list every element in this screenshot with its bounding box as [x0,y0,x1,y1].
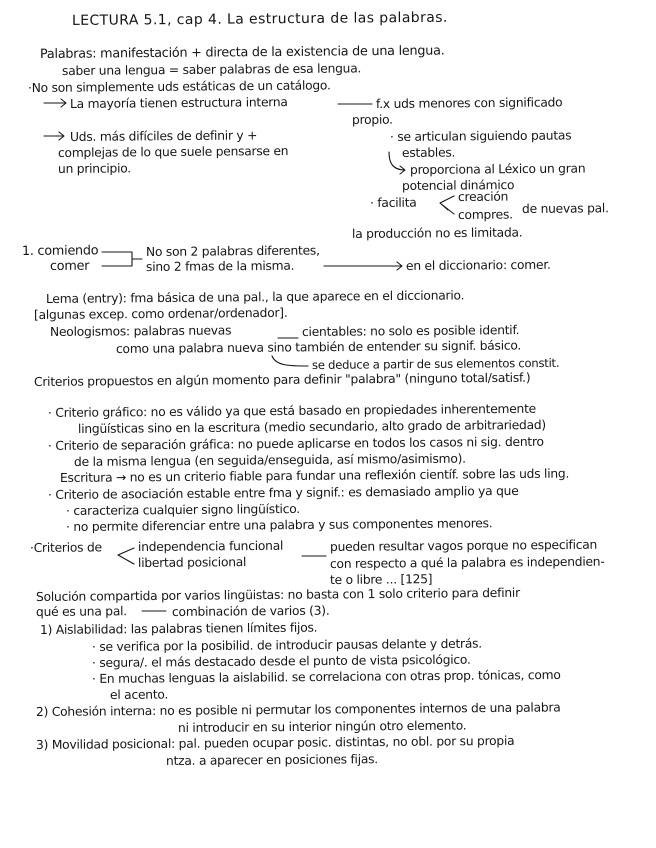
note-line: saber una lengua = saber palabras de esa lengua. [61,61,362,78]
note-line: proporciona al Léxico un gran [409,161,586,177]
note-line: ni introducir en su interior ningún otro elemento. [177,718,467,735]
note-line: f.x uds menores con significado [375,95,563,111]
note-line: qué es una pal. [35,604,127,619]
note-line: sino 2 fmas de la misma. [145,258,295,274]
note-line: 3) Movilidad posicional: pal. pueden ocupar posic. distintas, no obl. por su propia [35,733,515,752]
page-title: LECTURA 5.1, cap 4. La estructura de las palabras. [71,9,448,29]
note-line: un principio. [57,161,131,176]
note-line: Uds. más difíciles de definir y + [69,128,258,144]
note-line: ntza. a aparecer en posiciones fijas. [165,752,379,768]
note-line: se deduce a partir de sus elementos constit. [311,355,560,372]
note-line: · facilita [369,195,417,210]
note-line: [algunas excep. como ordenar/ordenador]. [33,305,288,322]
note-line: de la misma lengua (en seguida/enseguida, así mismo/asimismo). [73,451,466,469]
note-line: en el diccionario: comer. [405,257,551,273]
arrow-icon [44,132,64,140]
note-line: Solución compartida por varios lingüistas: no basta con 1 solo criterio para definir [35,585,520,604]
note-line: Palabras: manifestación + directa de la existencia de una lengua. [39,43,445,62]
note-line: · se articulan siguiendo pautas [389,128,572,144]
note-line: 2) Cohesión interna: no es posible ni permutar los componentes internos de una palabra [35,700,561,719]
note-line: con respecto a qué la palabra es independien- [329,554,605,571]
note-line: · se verifica por la posibilid. de introducir pausas delante y detrás. [91,636,482,654]
brace-icon [118,548,134,564]
note-line: 1. comiendo [21,243,99,259]
note-line: como una palabra nueva sino también de entender su signif. básico. [115,338,522,356]
note-line: · Criterio de separación gráfica: no puede aplicarse en todos los casos ni sig. dentro [47,434,544,453]
brace-icon [440,196,454,214]
note-line: el acento. [109,687,169,702]
note-line: compres. [457,207,513,222]
note-line: ·Criterios de [29,540,102,555]
note-line: lingüísticas sino en la escritura (medio secundario, alto grado de arbitrariedad) [77,417,546,436]
note-line: Lema (entry): fma básica de una pal., la que aparece en el diccionario. [45,288,465,306]
note-line: ·No son simplemente uds estáticas de un catálogo. [27,78,331,95]
note-line: la producción no es limitada. [351,225,523,241]
note-line: cientables: no solo es posible identif. [301,323,520,339]
note-line: te o libre ... [125] [329,572,433,587]
note-line: · Criterio gráfico: no es válido ya que está basado en propiedades inherentemente [47,401,537,420]
note-line: complejas de lo que suele pensarse en [57,143,289,160]
note-line: La mayoría tienen estructura interna [69,95,288,111]
note-line: Neologismos: palabras nuevas [49,323,232,339]
note-line: · caracteriza cualquier signo lingüístico. [65,501,300,518]
arrow-icon [324,262,402,270]
note-line: estables. [401,145,456,160]
note-line: Criterios propuestos en algún momento para definir "palabra" (ninguno total/satisf.) [33,370,531,389]
note-line: 1) Aislabilidad: las palabras tienen límites fijos. [39,620,318,637]
note-line: combinación de varios (3). [171,603,330,619]
note-line: propio. [351,112,393,127]
bracket-icon [102,252,142,266]
note-line: · segura/. el más destacado desde el punto de vista psicológico. [91,652,471,670]
note-line: No son 2 palabras diferentes, [145,243,320,259]
note-line: pueden resultar vagos porque no especifican [329,537,598,554]
note-line: de nuevas pal. [521,201,609,216]
note-line: comer [49,258,90,274]
note-line: libertad posicional [137,555,247,570]
note-line: Escritura → no es un criterio fiable para fundar una reflexión científ. sobre las uds ling. [59,466,570,485]
note-line: · no permite diferenciar entre una palabra y sus componentes menores. [65,516,493,534]
note-line: potencial dinámico [401,178,515,193]
note-line: independencia funcional [137,538,284,554]
note-line: · En muchas lenguas la aislabilid. se correlaciona con otras prop. tónicas, como [91,667,561,686]
note-line: creación [457,189,509,204]
arrow-icon [44,99,66,107]
hook-line [272,356,308,366]
note-line: · Criterio de asociación estable entre fma y signif.: es demasiado amplio ya que [47,483,519,502]
